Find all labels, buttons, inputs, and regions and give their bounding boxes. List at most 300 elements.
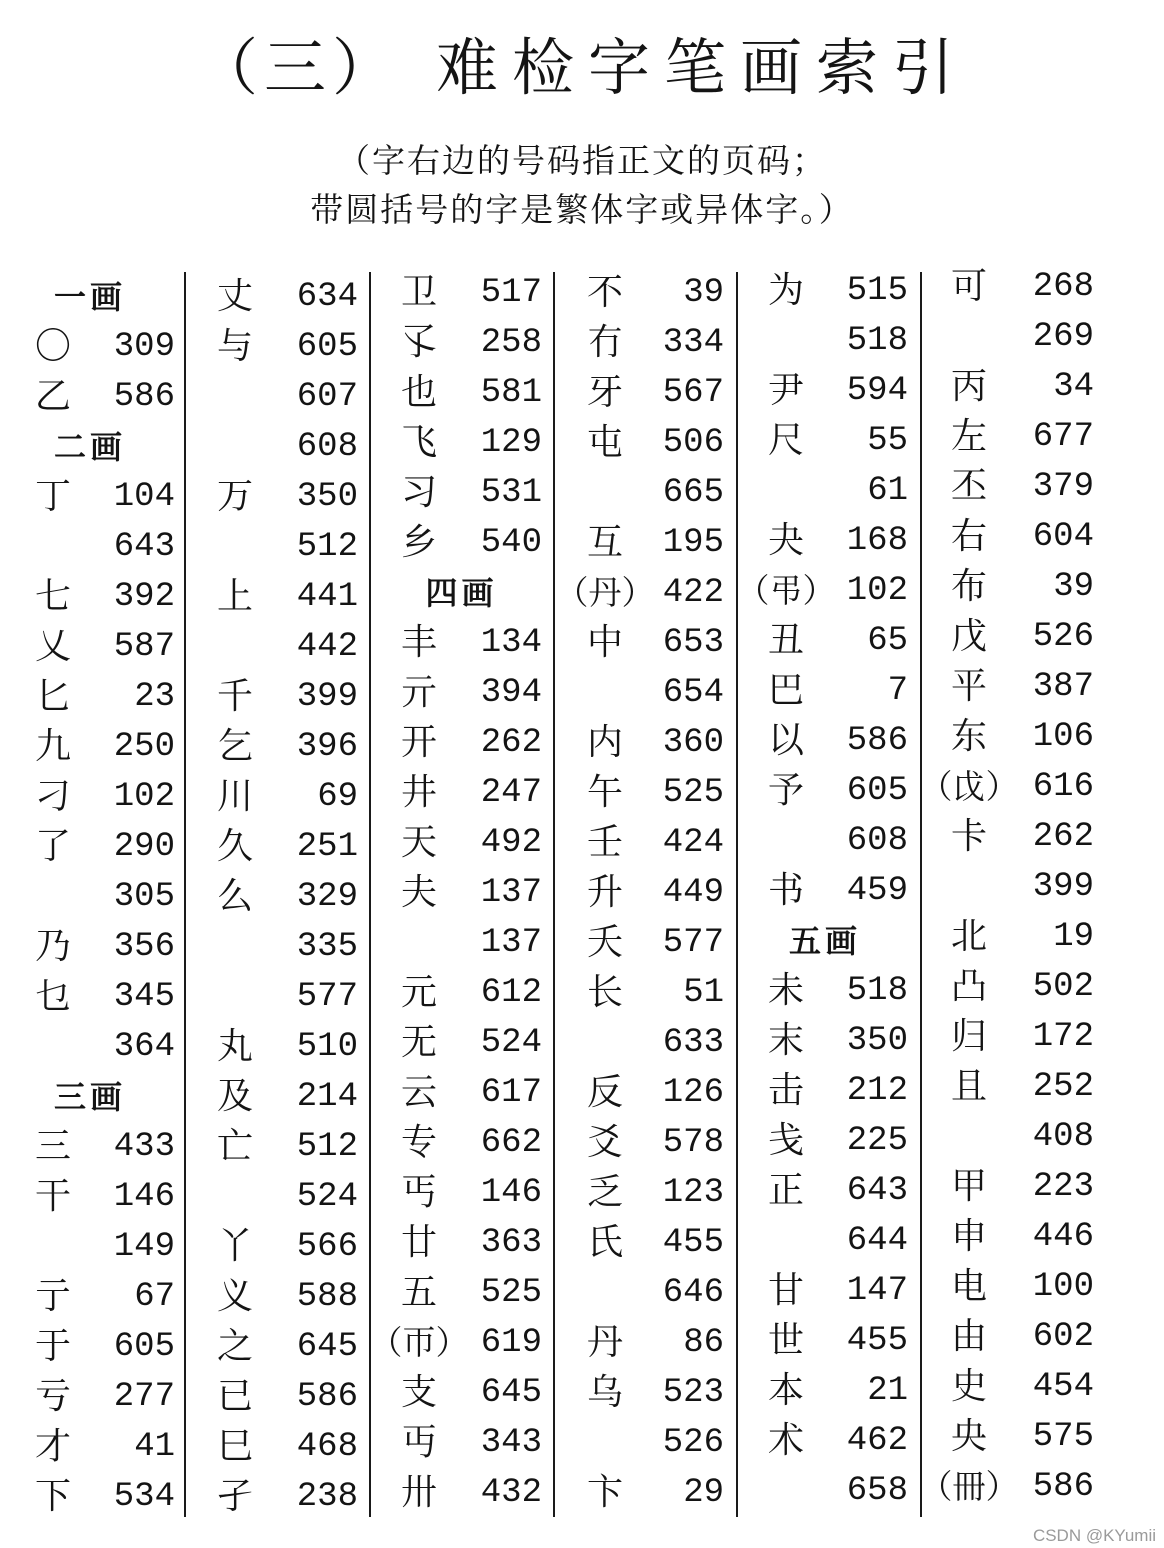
- entry-character: 尺: [767, 420, 804, 461]
- entry-character: [202, 972, 268, 1022]
- entry-character: 万: [216, 476, 253, 517]
- entry-page-number: 442: [296, 628, 358, 666]
- entry-character: 丑: [767, 620, 804, 661]
- entry-page-number: 510: [296, 1028, 358, 1066]
- entry-page-number: 334: [662, 324, 724, 362]
- index-entry: [742, 616, 912, 666]
- index-entry: [20, 922, 179, 972]
- index-entry: [924, 262, 1098, 312]
- entry-page-number: 29: [683, 1474, 724, 1512]
- entry-character: 末: [767, 1020, 804, 1061]
- index-entry: [560, 768, 728, 818]
- entry-page-number: 455: [662, 1224, 724, 1262]
- entry-character: 已: [216, 1376, 253, 1417]
- entry-page-number: 363: [480, 1224, 542, 1262]
- index-entry: [742, 716, 912, 766]
- entry-character: 凸: [950, 966, 987, 1007]
- entry-character: 互: [586, 522, 623, 563]
- index-entry: [742, 1316, 912, 1366]
- entry-page-number: 290: [113, 828, 175, 866]
- entry-character: [20, 872, 86, 922]
- entry-page-number: 524: [480, 1024, 542, 1062]
- entry-page-number: 643: [846, 1172, 908, 1210]
- entry-page-number: 168: [846, 522, 908, 560]
- entry-character: 夫: [400, 872, 437, 913]
- entry-page-number: 446: [1032, 1218, 1094, 1256]
- entry-page-number: 455: [846, 1322, 908, 1360]
- column-divider: [736, 272, 738, 1517]
- entry-page-number: 594: [846, 372, 908, 410]
- entry-character: 开: [400, 722, 437, 763]
- entry-page-number: 39: [683, 274, 724, 312]
- index-entry: [374, 1368, 546, 1418]
- entry-page-number: 653: [662, 624, 724, 662]
- title-text: 难检字笔画索引: [436, 31, 969, 104]
- entry-page-number: 462: [846, 1422, 908, 1460]
- entry-character: 不: [586, 272, 623, 313]
- entry-page-number: 567: [662, 374, 724, 412]
- entry-character: [202, 622, 268, 672]
- entry-page-number: 646: [662, 1274, 724, 1312]
- entry-page-number: 69: [317, 778, 358, 816]
- index-entry: [742, 316, 912, 366]
- entry-page-number: 645: [296, 1328, 358, 1366]
- entry-character: 午: [586, 772, 623, 813]
- index-entry: [374, 418, 546, 468]
- entry-page-number: 7: [887, 672, 908, 710]
- entry-character: 五: [400, 1272, 437, 1313]
- entry-character: 刁: [34, 776, 71, 817]
- index-entry: [374, 718, 546, 768]
- entry-page-number: 238: [296, 1478, 358, 1516]
- entry-character: 习: [400, 472, 437, 513]
- entry-character: 由: [950, 1316, 987, 1357]
- entry-character: 右: [950, 516, 987, 557]
- index-entry: [924, 312, 1098, 362]
- entry-page-number: 102: [846, 572, 908, 610]
- entry-character: 甲: [950, 1166, 987, 1207]
- entry-page-number: 586: [296, 1378, 358, 1416]
- entry-character: 为: [767, 270, 804, 311]
- index-entry: [374, 1118, 546, 1168]
- entry-character: 术: [767, 1420, 804, 1461]
- entry-page-number: 268: [1032, 268, 1094, 306]
- index-column: [20, 272, 179, 1522]
- entry-page-number: 129: [480, 424, 542, 462]
- entry-page-number: 86: [683, 1324, 724, 1362]
- index-entry: [742, 516, 912, 566]
- entry-character: 击: [767, 1070, 804, 1111]
- entry-page-number: 350: [296, 478, 358, 516]
- index-entry: [190, 1272, 362, 1322]
- index-entry: [374, 1218, 546, 1268]
- index-entry: [20, 622, 179, 672]
- entry-character: 七: [34, 576, 71, 617]
- entry-page-number: 605: [113, 1328, 175, 1366]
- entry-page-number: 258: [480, 324, 542, 362]
- entry-page-number: 518: [846, 322, 908, 360]
- entry-page-number: 247: [480, 774, 542, 812]
- entry-page-number: 364: [113, 1028, 175, 1066]
- index-entry: [374, 1168, 546, 1218]
- entry-page-number: 51: [683, 974, 724, 1012]
- entry-page-number: 515: [846, 272, 908, 310]
- index-entry: [742, 1216, 912, 1266]
- entry-page-number: 100: [1032, 1268, 1094, 1306]
- index-entry: [190, 772, 362, 822]
- entry-page-number: 41: [134, 1428, 175, 1466]
- entry-page-number: 195: [662, 524, 724, 562]
- entry-page-number: 55: [867, 422, 908, 460]
- entry-character: 乜: [34, 976, 71, 1017]
- index-entry: [374, 1418, 546, 1468]
- entry-page-number: 619: [480, 1324, 542, 1362]
- index-entry: [374, 1468, 546, 1518]
- index-entry: [374, 268, 546, 318]
- index-entry: [374, 968, 546, 1018]
- entry-character: （弔）: [736, 571, 836, 610]
- entry-character: 氏: [586, 1222, 623, 1263]
- entry-character: 央: [950, 1416, 987, 1457]
- entry-character: 之: [216, 1326, 253, 1367]
- index-entry: [742, 266, 912, 316]
- entry-page-number: 126: [662, 1074, 724, 1112]
- entry-page-number: 662: [480, 1124, 542, 1162]
- entry-page-number: 343: [480, 1424, 542, 1462]
- index-entry: [924, 1162, 1098, 1212]
- entry-page-number: 616: [1032, 768, 1094, 806]
- index-entry: [560, 268, 728, 318]
- entry-character: 升: [586, 872, 623, 913]
- stroke-count-heading-row: [20, 272, 179, 322]
- watermark: CSDN @KYumii: [1032, 1526, 1156, 1545]
- entry-character: [742, 466, 830, 516]
- entry-character: 内: [586, 722, 623, 763]
- entry-page-number: 525: [662, 774, 724, 812]
- entry-character: 史: [950, 1366, 987, 1407]
- entry-character: 冇: [586, 322, 623, 363]
- entry-page-number: 61: [867, 472, 908, 510]
- entry-character: [742, 816, 830, 866]
- entry-page-number: 608: [846, 822, 908, 860]
- index-entry: [190, 722, 362, 772]
- entry-page-number: 524: [296, 1178, 358, 1216]
- entry-character: 壬: [586, 822, 623, 863]
- index-entry: [742, 1166, 912, 1216]
- entry-character: 专: [400, 1122, 437, 1163]
- entry-page-number: 335: [296, 928, 358, 966]
- entry-character: 也: [400, 372, 437, 413]
- stroke-count-heading-row: [374, 568, 546, 618]
- entry-page-number: 506: [662, 424, 724, 462]
- entry-page-number: 602: [1032, 1318, 1094, 1356]
- stroke-count-heading-row: [20, 422, 179, 472]
- entry-page-number: 394: [480, 674, 542, 712]
- stroke-count-heading: 五画: [788, 922, 861, 960]
- index-entry: [742, 666, 912, 716]
- index-entry: [560, 468, 728, 518]
- index-entry: [924, 562, 1098, 612]
- entry-character: 左: [950, 416, 987, 457]
- entry-character: 才: [34, 1426, 71, 1467]
- entry-character: 东: [950, 716, 987, 757]
- entry-character: 及: [216, 1076, 253, 1117]
- entry-character: 屯: [586, 422, 623, 463]
- index-entry: [742, 1066, 912, 1116]
- entry-page-number: 123: [662, 1174, 724, 1212]
- entry-character: 本: [767, 1370, 804, 1411]
- entry-character: 下: [34, 1476, 71, 1517]
- index-entry: [924, 812, 1098, 862]
- entry-character: 亡: [216, 1126, 253, 1167]
- index-entry: [919, 762, 1098, 812]
- title-number: （三）: [195, 31, 400, 104]
- index-entry: [20, 1472, 179, 1522]
- entry-page-number: 305: [113, 878, 175, 916]
- index-entry: [20, 1222, 179, 1272]
- entry-character: 乂: [34, 626, 71, 667]
- index-entry: [924, 1312, 1098, 1362]
- index-entry: [560, 1068, 728, 1118]
- index-entry: [374, 368, 546, 418]
- entry-page-number: 149: [113, 1228, 175, 1266]
- entry-character: （戉）: [919, 767, 1019, 806]
- entry-character: [374, 918, 464, 968]
- index-entry: [924, 362, 1098, 412]
- entry-page-number: 23: [134, 678, 175, 716]
- entry-page-number: 329: [296, 878, 358, 916]
- entry-character: 中: [586, 622, 623, 663]
- index-entry: [20, 522, 179, 572]
- entry-page-number: 387: [1032, 668, 1094, 706]
- entry-character: （丹）: [555, 573, 655, 612]
- entry-character: 义: [216, 1276, 253, 1317]
- index-entry: [190, 972, 362, 1022]
- index-column: [555, 268, 728, 1518]
- index-entry: [190, 622, 362, 672]
- column-divider: [553, 272, 555, 1517]
- index-entry: [924, 912, 1098, 962]
- index-entry: [742, 1366, 912, 1416]
- index-entry: [560, 1218, 728, 1268]
- index-entry: [20, 472, 179, 522]
- index-entry: [190, 822, 362, 872]
- entry-character: 井: [400, 772, 437, 813]
- entry-page-number: 575: [1032, 1418, 1094, 1456]
- entry-page-number: 523: [662, 1374, 724, 1412]
- index-entry: [374, 768, 546, 818]
- entry-character: 卅: [400, 1472, 437, 1513]
- index-entry: [190, 1172, 362, 1222]
- entry-page-number: 577: [296, 978, 358, 1016]
- index-entry: [742, 366, 912, 416]
- entry-page-number: 102: [113, 778, 175, 816]
- entry-page-number: 251: [296, 828, 358, 866]
- entry-page-number: 250: [113, 728, 175, 766]
- index-entry: [560, 618, 728, 668]
- entry-character: [924, 312, 1014, 362]
- entry-character: 书: [767, 870, 804, 911]
- entry-page-number: 540: [480, 524, 542, 562]
- index-entry: [374, 1268, 546, 1318]
- index-entry: [924, 662, 1098, 712]
- index-entry: [374, 318, 546, 368]
- index-entry: [742, 1466, 912, 1516]
- entry-page-number: 356: [113, 928, 175, 966]
- entry-page-number: 441: [296, 578, 358, 616]
- index-entry: [374, 868, 546, 918]
- index-entry: [560, 368, 728, 418]
- entry-character: 且: [950, 1066, 987, 1107]
- index-entry: [924, 1212, 1098, 1262]
- index-entry: [560, 1368, 728, 1418]
- note-line-2: 带圆括号的字是繁体字或异体字。）: [310, 190, 854, 229]
- entry-page-number: 526: [1032, 618, 1094, 656]
- entry-page-number: 665: [662, 474, 724, 512]
- entry-page-number: 408: [1032, 1118, 1094, 1156]
- note-line-1: （字右边的号码指正文的页码；: [337, 141, 827, 180]
- entry-page-number: 212: [846, 1072, 908, 1110]
- entry-page-number: 137: [480, 874, 542, 912]
- entry-page-number: 577: [662, 924, 724, 962]
- index-entry: [560, 1318, 728, 1368]
- entry-character: 电: [950, 1266, 987, 1307]
- index-entry: [190, 1322, 362, 1372]
- index-entry: [20, 1422, 179, 1472]
- entry-page-number: 146: [113, 1178, 175, 1216]
- entry-page-number: 146: [480, 1174, 542, 1212]
- entry-page-number: 517: [480, 274, 542, 312]
- index-entry: [560, 1418, 728, 1468]
- entry-character: 上: [216, 576, 253, 617]
- entry-character: 丐: [400, 1172, 437, 1213]
- index-entry: [560, 1268, 728, 1318]
- index-entry: [924, 612, 1098, 662]
- index-entry: [742, 1116, 912, 1166]
- entry-page-number: 633: [662, 1024, 724, 1062]
- index-entry: [560, 818, 728, 868]
- entry-page-number: 399: [296, 678, 358, 716]
- index-entry: [374, 1018, 546, 1068]
- index-entry: [924, 1362, 1098, 1412]
- index-entry: [20, 1022, 179, 1072]
- entry-page-number: 518: [846, 972, 908, 1010]
- entry-character: 九: [34, 726, 71, 767]
- entry-page-number: 454: [1032, 1368, 1094, 1406]
- entry-page-number: 654: [662, 674, 724, 712]
- entry-character: 乞: [216, 726, 253, 767]
- entry-character: 未: [767, 970, 804, 1011]
- entry-character: 与: [216, 326, 253, 367]
- entry-page-number: 607: [296, 378, 358, 416]
- entry-character: 无: [400, 1022, 437, 1063]
- entry-page-number: 379: [1032, 468, 1094, 506]
- entry-page-number: 586: [113, 378, 175, 416]
- entry-character: 丙: [950, 366, 987, 407]
- stroke-count-heading-row: [20, 1072, 179, 1122]
- entry-character: 〇: [34, 326, 71, 367]
- entry-character: 亏: [34, 1376, 71, 1417]
- entry-page-number: 34: [1053, 368, 1094, 406]
- entry-character: 正: [767, 1170, 804, 1211]
- entry-character: [20, 522, 86, 572]
- index-entry: [924, 862, 1098, 912]
- index-entry: [742, 1266, 912, 1316]
- entry-character: [742, 316, 830, 366]
- index-entry: [20, 672, 179, 722]
- entry-page-number: 566: [296, 1228, 358, 1266]
- entry-page-number: 137: [480, 924, 542, 962]
- entry-character: [742, 1466, 830, 1516]
- entry-character: 久: [216, 826, 253, 867]
- index-entry: [190, 272, 362, 322]
- index-entry: [742, 466, 912, 516]
- stroke-count-heading: 二画: [53, 428, 126, 466]
- entry-page-number: 433: [113, 1128, 175, 1166]
- entry-page-number: 432: [480, 1474, 542, 1512]
- entry-character: 可: [950, 266, 987, 307]
- index-entry: [924, 412, 1098, 462]
- entry-page-number: 492: [480, 824, 542, 862]
- entry-page-number: 525: [480, 1274, 542, 1312]
- entry-page-number: 134: [480, 624, 542, 662]
- index-entry: [374, 668, 546, 718]
- index-entry: [190, 1122, 362, 1172]
- index-entry: [924, 512, 1098, 562]
- entry-character: 甘: [767, 1270, 804, 1311]
- entry-character: 川: [216, 776, 253, 817]
- entry-page-number: 512: [296, 528, 358, 566]
- entry-character: 巳: [216, 1426, 253, 1467]
- entry-character: 卫: [400, 272, 437, 313]
- entry-character: （冊）: [919, 1467, 1019, 1506]
- entry-character: 干: [34, 1176, 71, 1217]
- index-entry: [560, 968, 728, 1018]
- entry-character: [924, 862, 1014, 912]
- index-entry: [560, 1018, 728, 1068]
- entry-character: 匕: [34, 676, 71, 717]
- index-entry: [560, 518, 728, 568]
- entry-page-number: 225: [846, 1122, 908, 1160]
- index-entry: [374, 518, 546, 568]
- index-entry: [20, 1272, 179, 1322]
- entry-character: 丈: [216, 276, 253, 317]
- entry-page-number: 531: [480, 474, 542, 512]
- index-entry: [560, 418, 728, 468]
- index-entry: [924, 462, 1098, 512]
- entry-character: 元: [400, 972, 437, 1013]
- entry-character: 丏: [400, 1422, 437, 1463]
- entry-character: 予: [767, 770, 804, 811]
- index-entry: [374, 618, 546, 668]
- entry-page-number: 104: [113, 478, 175, 516]
- entry-character: 夭: [586, 922, 623, 963]
- entry-page-number: 643: [113, 528, 175, 566]
- index-entry: [560, 868, 728, 918]
- entry-page-number: 360: [662, 724, 724, 762]
- entry-page-number: 65: [867, 622, 908, 660]
- index-entry: [560, 918, 728, 968]
- entry-character: [202, 922, 268, 972]
- entry-page-number: 269: [1032, 318, 1094, 356]
- entry-page-number: 468: [296, 1428, 358, 1466]
- entry-page-number: 350: [846, 1022, 908, 1060]
- index-entry: [742, 1016, 912, 1066]
- index-column: [919, 262, 1098, 1512]
- index-entry: [924, 1262, 1098, 1312]
- entry-character: [20, 1222, 86, 1272]
- index-entry: [20, 1122, 179, 1172]
